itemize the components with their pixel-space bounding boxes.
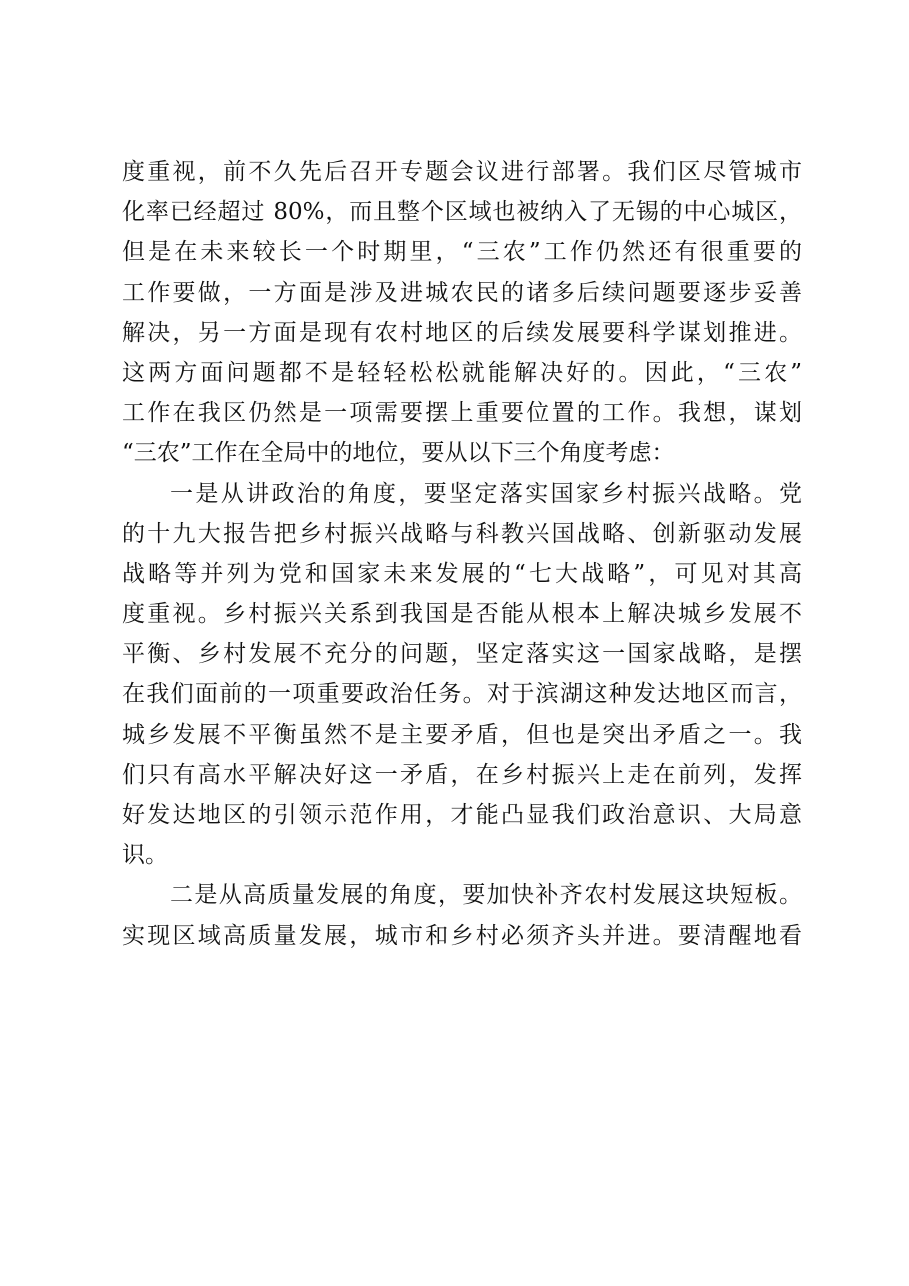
text-line: 的十九大报告把乡村振兴战略与科教兴国战略、创新驱动发展 — [122, 520, 802, 547]
text-line: 城乡发展不平衡虽然不是主要矛盾，但也是突出矛盾之一。我 — [122, 721, 802, 748]
text-line: 工作要做，一方面是涉及进城农民的诸多后续问题要逐步妥善 — [122, 279, 802, 306]
text-line: 好发达地区的引领示范作用，才能凸显我们政治意识、大局意 — [122, 802, 802, 828]
text-line: “三农”工作在全局中的地位，要从以下三个角度考虑： — [122, 440, 675, 467]
paragraph-first-line: 二是从高质量发展的角度，要加快补齐农村发展这块短板。 — [170, 882, 802, 909]
text-line: 度重视。乡村振兴关系到我国是否能从根本上解决城乡发展不 — [122, 601, 802, 628]
text-line: 化率已经超过 80%，而且整个区域也被纳入了无锡的中心城区， — [122, 199, 802, 226]
text-line: 这两方面问题都不是轻轻松松就能解决好的。因此，“三农” — [122, 359, 802, 386]
text-line: 解决，另一方面是现有农村地区的后续发展要科学谋划推进。 — [122, 319, 802, 346]
text-line: 度重视，前不久先后召开专题会议进行部署。我们区尽管城市 — [122, 159, 802, 185]
text-line: 实现区域高质量发展，城市和乡村必须齐头并进。要清醒地看 — [122, 922, 802, 949]
paragraph-first-line: 一是从讲政治的角度，要坚定落实国家乡村振兴战略。党 — [170, 480, 802, 507]
text-line: 战略等并列为党和国家未来发展的“七大战略”，可见对其高 — [122, 560, 802, 587]
text-line: 们只有高水平解决好这一矛盾，在乡村振兴上走在前列，发挥 — [122, 761, 802, 788]
text-line: 平衡、乡村发展不充分的问题，坚定落实这一国家战略，是摆 — [122, 641, 802, 668]
text-line: 工作在我区仍然是一项需要摆上重要位置的工作。我想，谋划 — [122, 400, 802, 427]
text-line: 在我们面前的一项重要政治任务。对于滨湖这种发达地区而言， — [122, 681, 802, 708]
text-line: 识。 — [122, 842, 168, 869]
text-line: 但是在未来较长一个时期里，“三农”工作仍然还有很重要的 — [122, 239, 802, 266]
body-text — [122, 152, 802, 956]
